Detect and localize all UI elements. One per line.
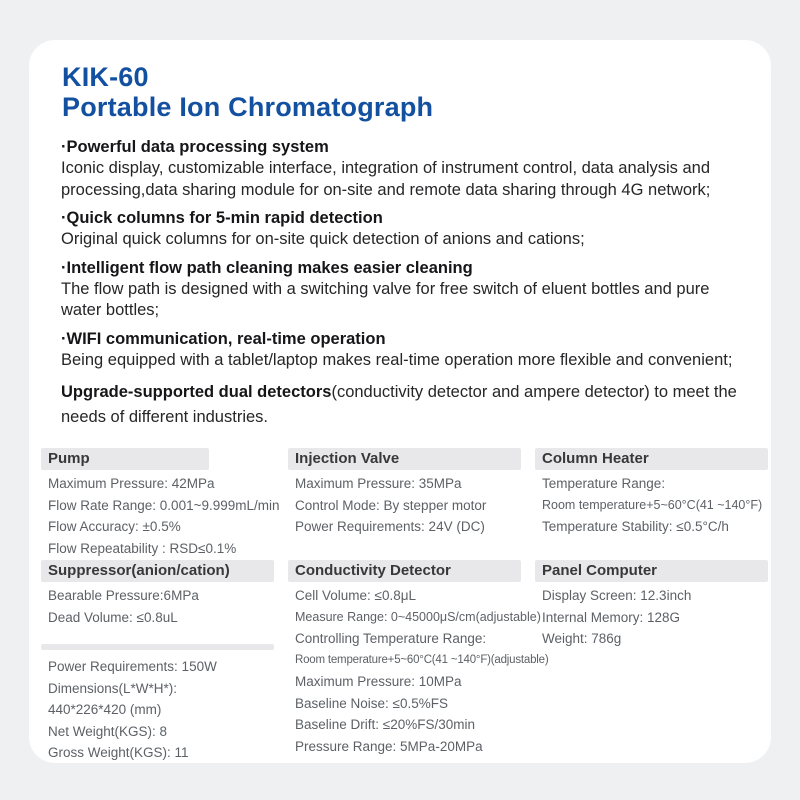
spec-row: Display Screen: 12.3inch bbox=[542, 588, 692, 603]
spec-section-general bbox=[41, 656, 274, 764]
spec-column-3 bbox=[535, 448, 768, 764]
spec-row: Maximum Pressure: 10MPa bbox=[295, 674, 462, 689]
spec-header-panel-computer: Panel Computer bbox=[535, 560, 768, 582]
spec-row: Net Weight(KGS): 8 bbox=[48, 723, 168, 739]
spec-row: Power Requirements: 24V (DC) bbox=[295, 519, 485, 534]
spec-row: Baseline Drift: ≤20%FS/30min bbox=[295, 717, 475, 732]
spec-row: Pressure Range: 5MPa-20MPa bbox=[295, 738, 483, 754]
spec-row: Internal Memory: 128G bbox=[542, 609, 681, 625]
spec-row: Bearable Pressure:6MPa bbox=[48, 588, 199, 603]
spec-row: 440*226*420 (mm) bbox=[48, 702, 162, 717]
spec-row: Room temperature+5~60°C(41 ~140°F)(adjustable) bbox=[295, 653, 549, 666]
spec-header-conductivity-detector: Conductivity Detector bbox=[288, 560, 521, 582]
feature-description: Original quick columns for on-site quick detection of anions and cations; bbox=[61, 230, 585, 248]
spec-row: Maximum Pressure: 42MPa bbox=[48, 476, 215, 491]
spec-row: Baseline Noise: ≤0.5%FS bbox=[295, 695, 448, 711]
spec-section-injection-valve bbox=[288, 448, 521, 560]
feature-heading: ·Quick columns for 5-min rapid detection bbox=[61, 209, 383, 227]
product-name: Portable Ion Chromatograph bbox=[62, 92, 434, 122]
spec-grid bbox=[41, 448, 763, 764]
feature-description: Being equipped with a tablet/laptop makes real-time operation more flexible and convenient; bbox=[61, 350, 733, 369]
spec-section-column-heater bbox=[535, 448, 768, 560]
feature-heading: ·Intelligent flow path cleaning makes easier cleaning bbox=[61, 258, 473, 277]
feature-description: Iconic display, customizable interface, integration of instrument control, data analysis and processing,data sharing module for on-site and remote data sharing through 4G network; bbox=[61, 159, 711, 199]
spec-row: Temperature Stability: ≤0.5°C/h bbox=[542, 519, 729, 534]
spec-row: Flow Repeatability : RSD≤0.1% bbox=[48, 540, 237, 556]
spec-row: Dead Volume: ≤0.8uL bbox=[48, 609, 178, 625]
spec-row: Measure Range: 0~45000μS/cm(adjustable) bbox=[295, 609, 541, 624]
spec-column-1 bbox=[41, 448, 280, 764]
spec-row: Maximum Pressure: 35MPa bbox=[295, 476, 462, 491]
spec-row: Room temperature+5~60°C(41 ~140°F) bbox=[542, 497, 763, 512]
spec-row: Weight: 786g bbox=[542, 631, 622, 646]
spec-section-panel-computer bbox=[535, 560, 768, 650]
product-card bbox=[29, 40, 771, 763]
spec-row: Control Mode: By stepper motor bbox=[295, 497, 487, 513]
feature-item bbox=[61, 207, 743, 251]
spec-row: Cell Volume: ≤0.8μL bbox=[295, 588, 416, 603]
spec-row: Flow Accuracy: ±0.5% bbox=[48, 519, 181, 534]
section-divider-bar bbox=[41, 644, 274, 650]
spec-row: Flow Rate Range: 0.001~9.999mL/min bbox=[48, 497, 280, 513]
spec-row: Power Requirements: 150W bbox=[48, 659, 217, 674]
upgrade-note-lead: Upgrade-supported dual detectors bbox=[61, 383, 332, 401]
feature-heading: ·WIFI communication, real-time operation bbox=[61, 329, 386, 348]
product-model: KIK-60 bbox=[62, 62, 149, 92]
upgrade-note-rest: (conductivity detector and ampere detector) to meet the needs of different industries. bbox=[61, 383, 737, 426]
spec-row: Temperature Range: bbox=[542, 476, 666, 491]
feature-description: The flow path is designed with a switching valve for free switch of eluent bottles and pure water bottles; bbox=[61, 279, 710, 319]
spec-header-column-heater: Column Heater bbox=[535, 448, 768, 470]
feature-item bbox=[61, 257, 743, 322]
feature-list bbox=[61, 136, 743, 430]
spec-section-conductivity-detector bbox=[288, 560, 549, 757]
upgrade-note bbox=[61, 380, 743, 430]
page-title bbox=[62, 62, 741, 122]
spec-header-injection-valve: Injection Valve bbox=[288, 448, 521, 470]
feature-item bbox=[61, 136, 743, 201]
feature-heading: ·Powerful data processing system bbox=[61, 138, 329, 156]
spec-section-pump bbox=[41, 448, 280, 560]
spec-section-suppressor bbox=[41, 560, 274, 628]
spec-header-suppressor: Suppressor(anion/cation) bbox=[41, 560, 274, 582]
spec-column-2 bbox=[288, 448, 549, 764]
spec-row: Controlling Temperature Range: bbox=[295, 631, 487, 646]
spec-row: Gross Weight(KGS): 11 bbox=[48, 745, 189, 760]
spec-header-pump: Pump bbox=[41, 448, 209, 470]
spec-row: Dimensions(L*W*H*): bbox=[48, 680, 178, 696]
feature-item bbox=[61, 328, 743, 372]
